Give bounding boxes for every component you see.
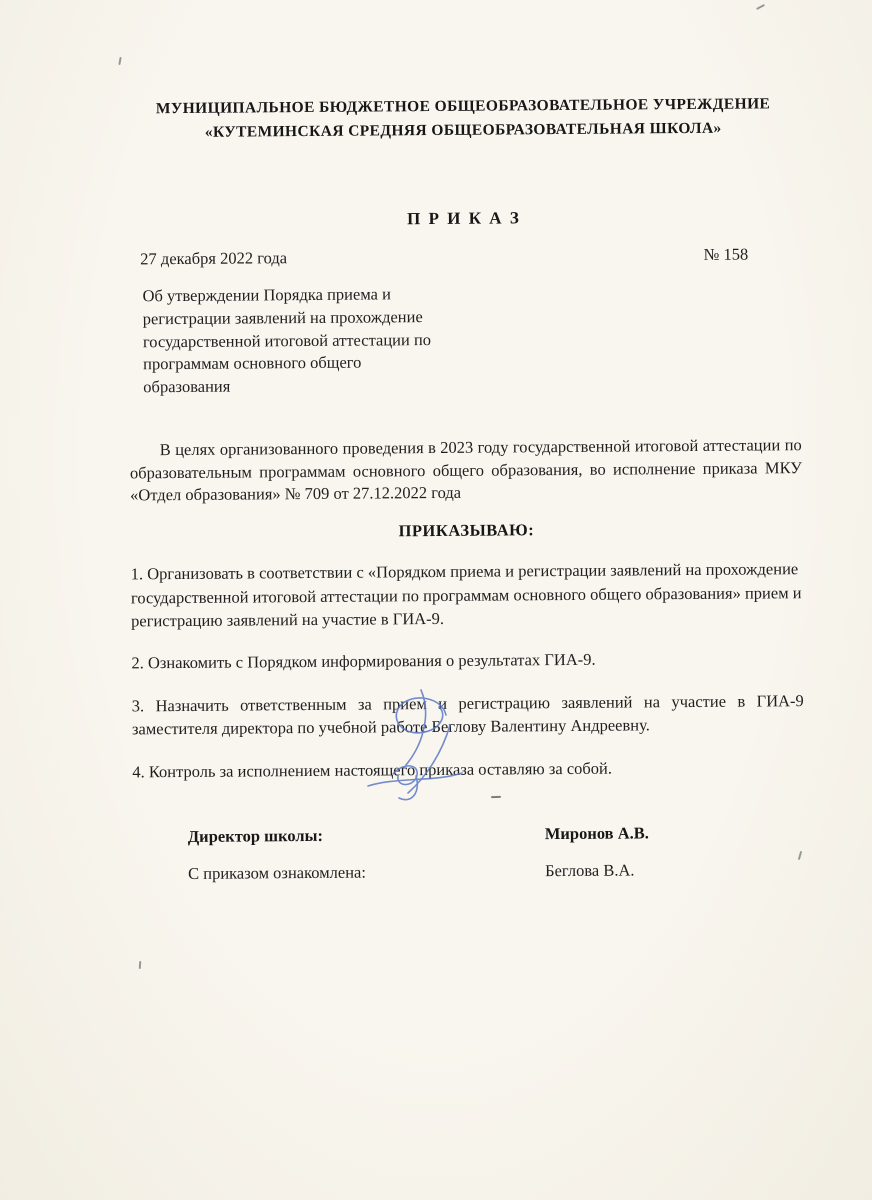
acknowledgement-row (188, 859, 805, 884)
order-item-4: 4. Контроль за исполнением настоящего приказа оставляю за собой. (132, 758, 613, 782)
org-name-line2: «КУТЕМИНСКАЯ СРЕДНЯЯ ОБЩЕОБРАЗОВАТЕЛЬНАЯ ШКОЛА» (204, 119, 722, 141)
director-label: Директор школы: (187, 826, 324, 847)
preamble-paragraph: В целях организованного проведения в 2023 году государственной итоговой аттестации по образовательным программам основного общего образования, во исполнение приказа МКУ «Отдел образования» № 709 от 27.12.2022 года (129, 434, 802, 505)
order-item-2: 2. Ознакомить с Порядком информирования о результатах ГИА-9. (131, 650, 596, 673)
resolution-word: ПРИКАЗЫВАЮ: (398, 520, 535, 541)
order-item-3: 3. Назначить ответственным за прием и регистрацию заявлений на участие в ГИА-9 заместителя директора по учебной работе Беглову Валентину Андреевну. (131, 690, 804, 739)
acknowledgement-label: С приказом ознакомлена: (188, 862, 366, 884)
order-item-1: 1. Организовать в соответствии с «Порядком приема и регистрации заявлений на прохождение государственной итоговой аттестации по программам основного общего образования» прием и регистрацию заявлений на участие в ГИА-9. (130, 559, 802, 631)
director-name: Миронов А.В. (544, 823, 649, 844)
document-date: 27 декабря 2022 года (140, 248, 288, 269)
document-subject: Об утверждении Порядка приема и регистрации заявлений на прохождение государственной итоговой аттестации по программам основного общего образования (142, 284, 432, 397)
pen-dash-mark (491, 796, 501, 798)
document-number: № 158 (703, 244, 749, 264)
date-number-row (128, 244, 800, 269)
document-title: П Р И К А З (407, 208, 521, 229)
director-signature-row (188, 822, 805, 847)
org-name-line1: МУНИЦИПАЛЬНОЕ БЮДЖЕТНОЕ ОБЩЕОБРАЗОВАТЕЛЬНОЕ УЧРЕЖДЕНИЕ (155, 95, 771, 118)
org-header (127, 92, 799, 145)
acknowledgement-name: Беглова В.А. (544, 860, 635, 881)
signature-block (188, 822, 805, 884)
